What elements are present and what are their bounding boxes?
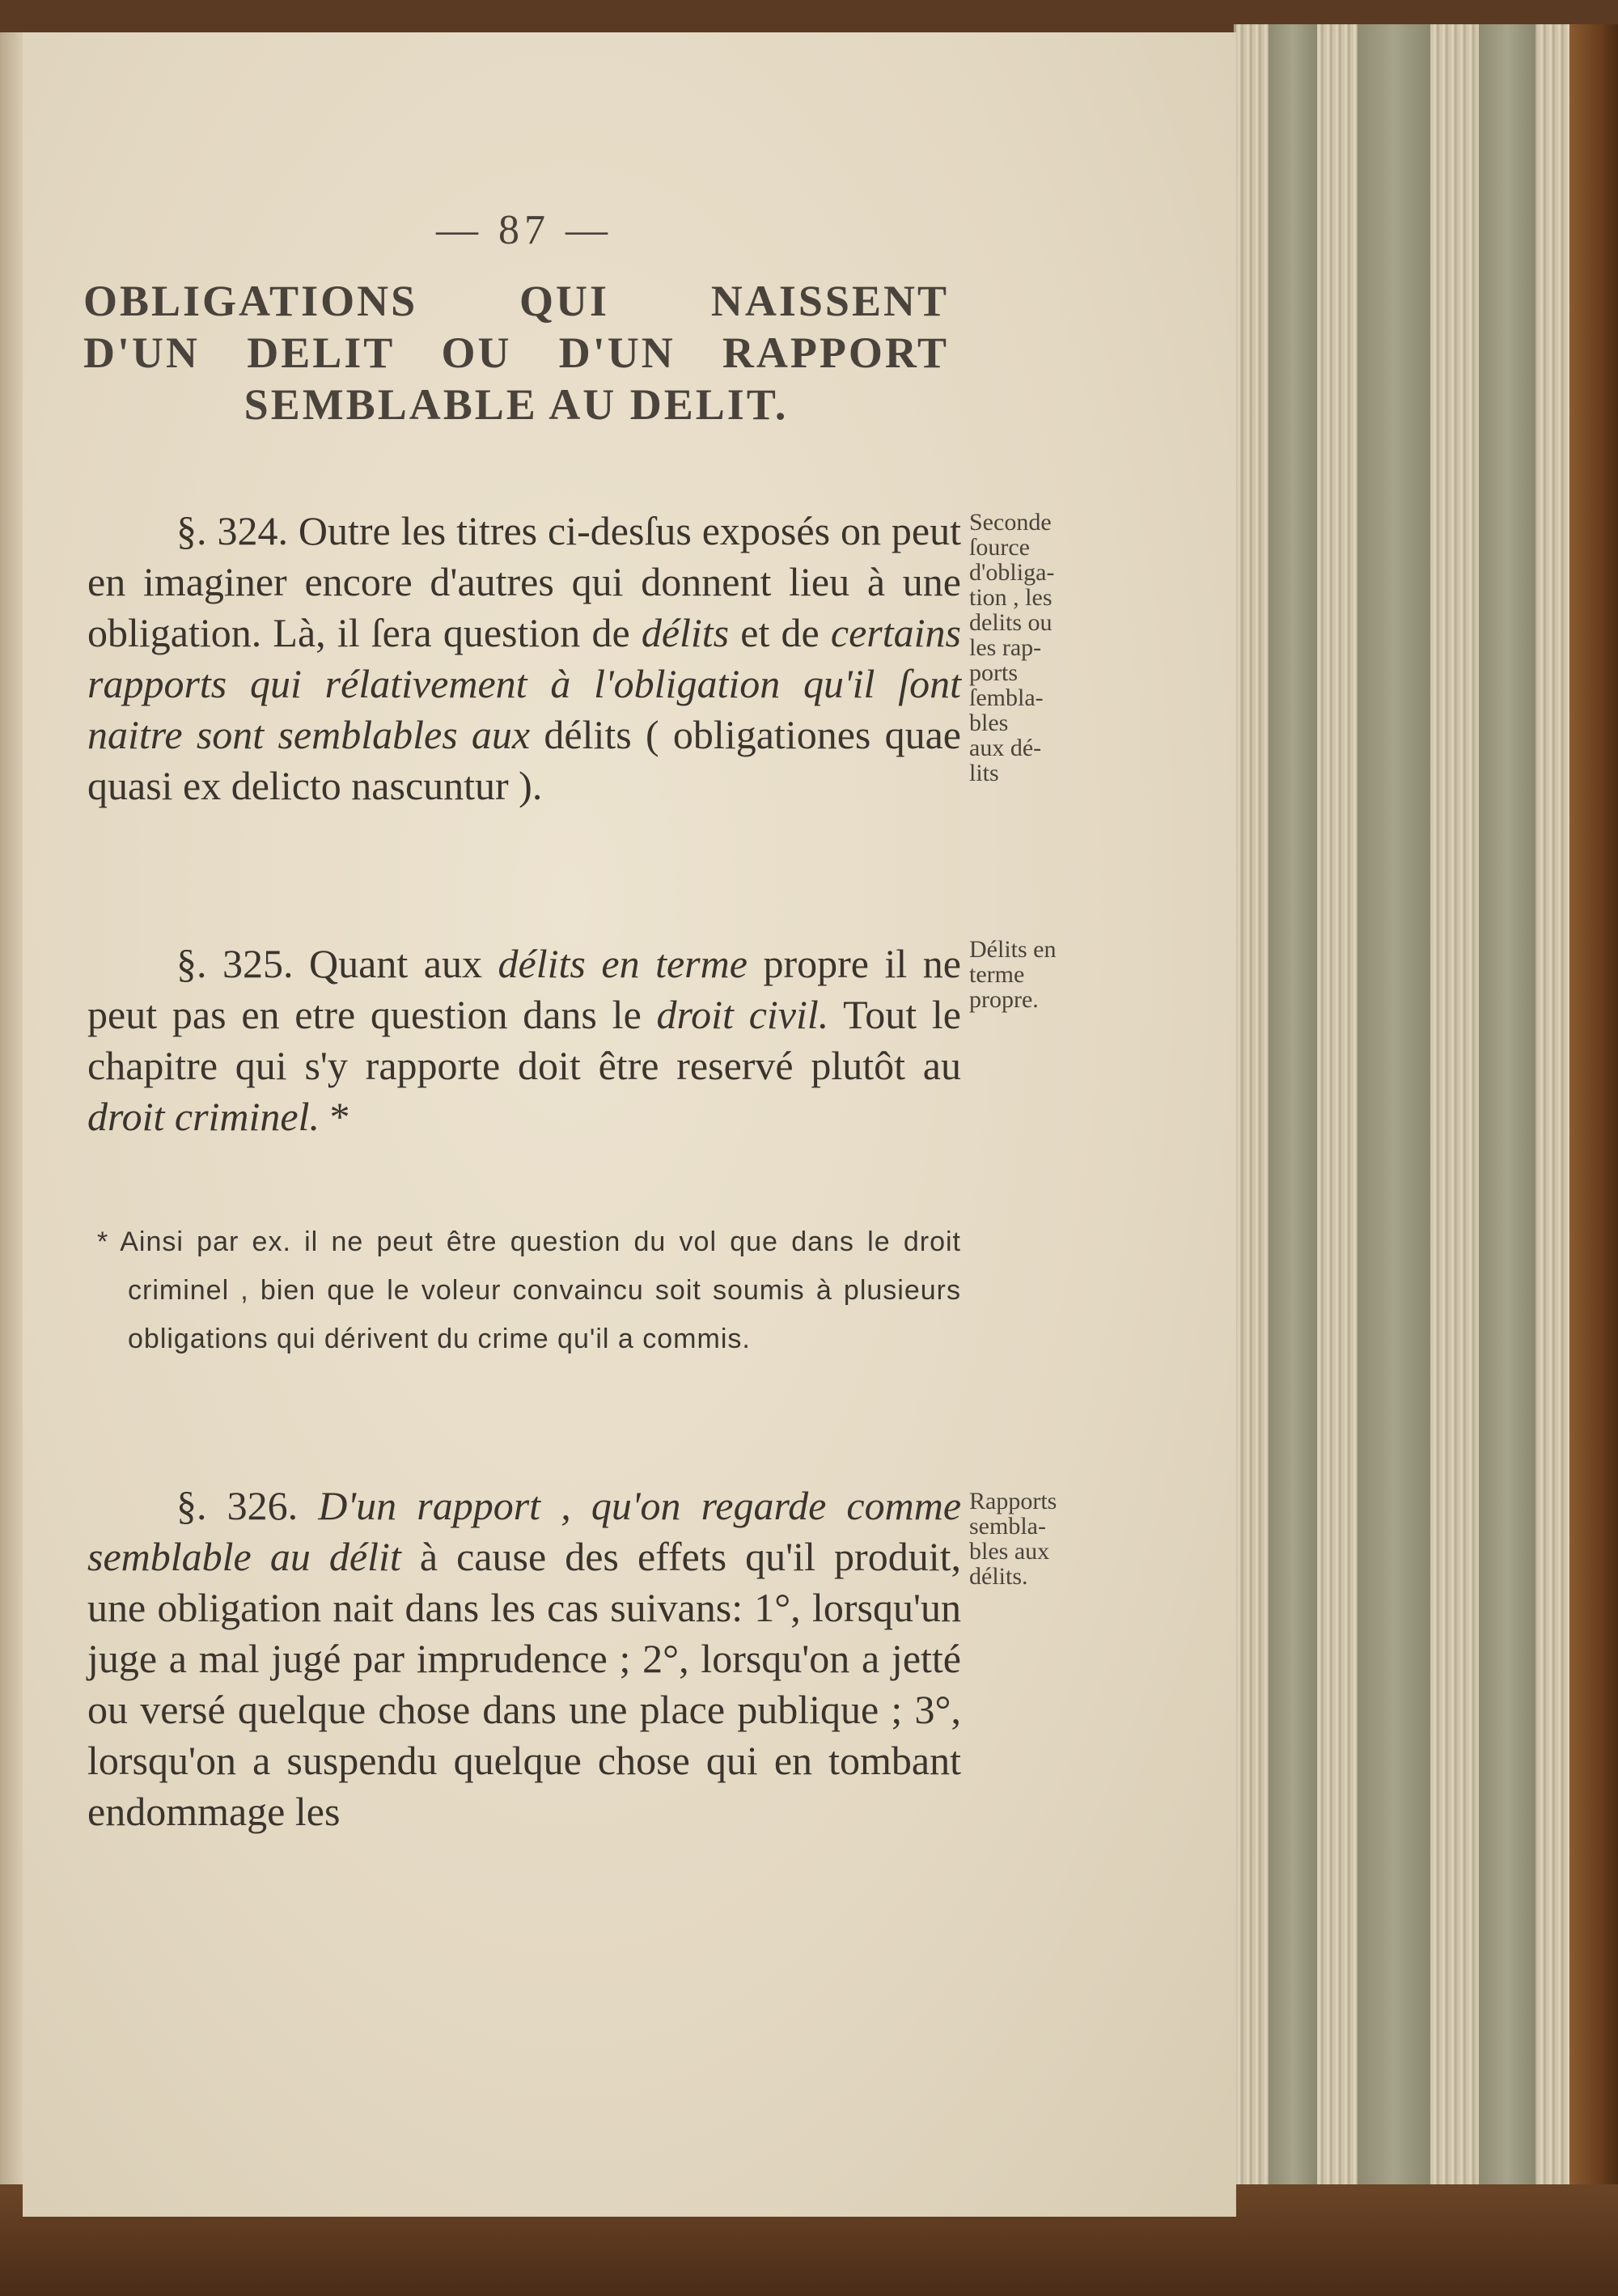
paragraph-text: et de [729,610,831,655]
book-page-edges [1234,24,1592,2225]
italic-text: délits [641,610,730,655]
chapter-heading [83,275,949,430]
margin-note-line: delits ou [969,609,1053,636]
margin-note-seconde-source [969,510,1131,786]
paragraph-text: §. 326. [176,1483,319,1528]
page-number: — 87 — [436,207,612,253]
footnote-reference: * [320,1094,350,1139]
heading-line-3: SEMBLABLE AU DELIT. [244,380,789,429]
heading-line-2: D'UN DELIT OU D'UN RAPPORT [83,328,949,377]
margin-note-line: bles [969,710,1009,736]
book-page [23,32,1236,2217]
italic-text: délits en terme [498,941,748,986]
paragraph-324 [87,506,961,811]
italic-text: droit criminel. [87,1094,320,1139]
margin-note-line: Seconde [969,509,1052,536]
facing-page-edge [0,32,23,2217]
italic-text: D'un rapport , qu'on regarde comme semblable au délit [87,1483,962,1579]
paragraph-text: §. 324. Outre les titres ci-desſus exposés on peut en imaginer encore d'autres qui donnent lieu à une obligation. Là, il ſera question de [87,508,961,655]
margin-note-line: ſembla- [969,684,1044,711]
margin-note-line: aux dé- [969,735,1042,761]
paragraph-text: à cause des effets qu'il produit, une obligation nait dans les cas suivans: 1°, lorsqu'un juge a mal jugé par imprudence ; 2°, lorsqu'on a jetté ou versé quelque chose dans une place publique ; 3°, lorsqu'on a suspendu quelque chose qui en tombant endommage les [87,1534,961,1834]
footnote-mark: * [97,1226,109,1257]
margin-note-line: d'obliga- [969,559,1055,586]
margin-note-line: tion , les [969,584,1053,611]
margin-note-line: délits. [969,1563,1028,1590]
italic-text: certains rapports qui rélativement à l'obligation qu'il ſont naitre sont semblables aux [87,610,961,757]
margin-note-line: Rapports [969,1488,1057,1514]
paragraph-text: Tout le chapitre qui s'y rapporte doit être reservé plutôt au [87,992,961,1088]
margin-note-line: ports [969,659,1018,686]
margin-note-line: lits [969,760,999,786]
margin-note-line: ſource [969,534,1030,561]
margin-note-line: les rap- [969,634,1042,661]
margin-note-rapports [969,1489,1131,1589]
heading-line-1: OBLIGATIONS QUI NAISSENT [83,277,949,325]
paragraph-text: propre il ne peut pas en etre question dans le [87,941,961,1037]
margin-note-line: terme [969,961,1025,988]
paragraph-text: délits ( obligationes quae quasi ex delicto nascuntur ). [87,712,961,808]
margin-note-delits-en-terme [969,937,1131,1012]
margin-note-line: sembla- [969,1513,1046,1540]
paragraph-326 [87,1481,961,1837]
italic-text: droit civil. [656,992,829,1037]
paragraph-text: §. 325. Quant aux [176,941,498,986]
margin-note-line: propre. [969,986,1039,1013]
margin-note-line: Délits en [969,936,1057,963]
footnote-text: Ainsi par ex. il ne peut être question du vol que dans le droit criminel , bien que le voleur convaincu soit soumis à plusieurs obligations qui dérivent du crime qu'il a commis. [120,1226,961,1354]
footnote [97,1218,961,1363]
book-cover-leather [1569,24,1618,2225]
margin-note-line: bles aux [969,1538,1050,1565]
paragraph-325 [87,938,961,1142]
